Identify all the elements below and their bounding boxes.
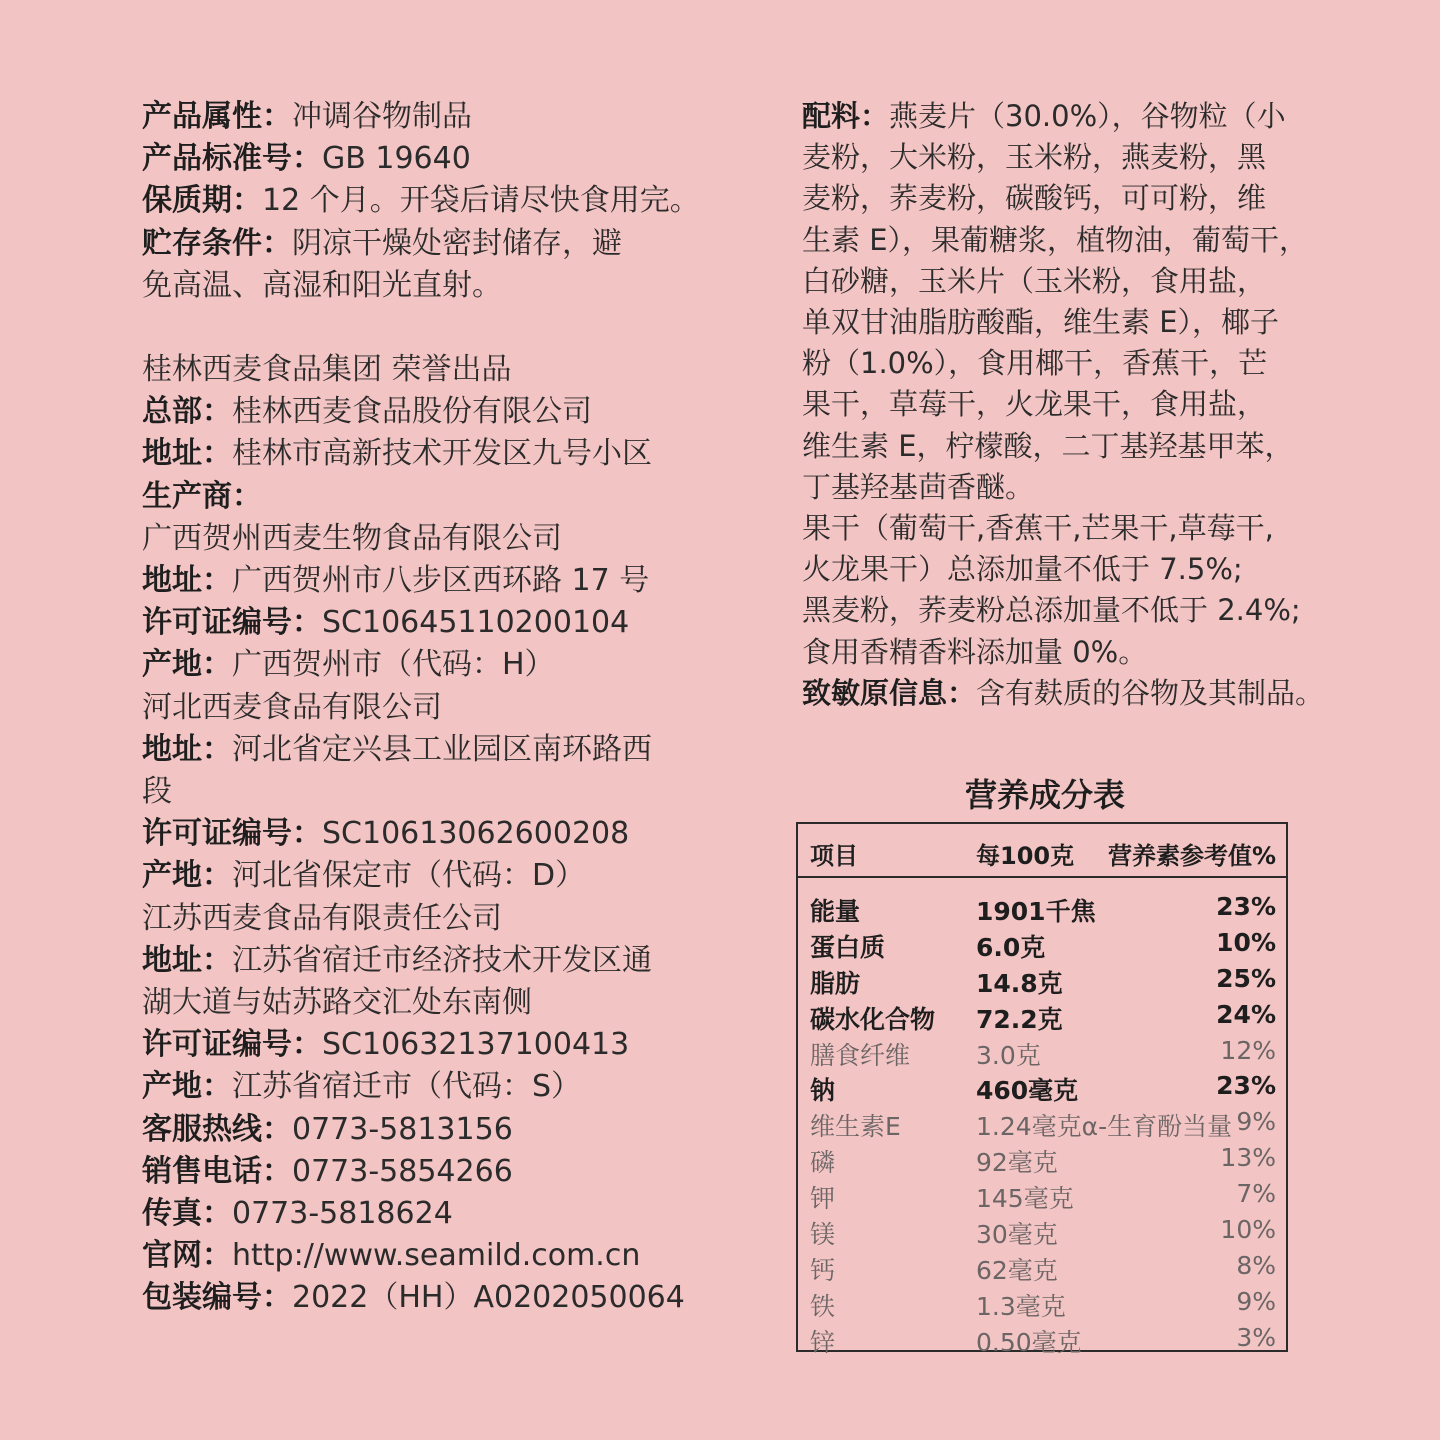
text-line — [142, 1024, 702, 1066]
text-line — [802, 632, 1302, 673]
nutrition-table-header — [798, 824, 1286, 878]
field-value: 免高温、高湿和阳光直射。 — [142, 267, 502, 303]
field-value: 广西贺州市（代码：H） — [232, 647, 555, 683]
field-value: 桂林市高新技术开发区九号小区 — [232, 436, 652, 472]
nutrient-nrv: 9% — [1236, 1286, 1276, 1316]
field-label: 地址： — [142, 563, 232, 599]
field-value: 2022（HH）A0202050064 — [292, 1280, 685, 1316]
text-line — [802, 137, 1302, 178]
text-line — [142, 1109, 702, 1151]
text-line — [802, 343, 1302, 384]
nutrient-amount: 1901千焦 — [976, 897, 1096, 926]
field-value: 湖大道与姑苏路交汇处东南侧 — [142, 985, 532, 1021]
text-line — [802, 261, 1302, 302]
text-line — [142, 898, 702, 940]
field-label: 生产商： — [142, 478, 262, 514]
nutrition-row — [798, 1247, 1286, 1283]
nutrient-nrv: 13% — [1220, 1143, 1276, 1173]
nutrient-nrv: 23% — [1216, 892, 1276, 921]
nutrient-amount: 30毫克 — [976, 1220, 1058, 1250]
nutrient-amount: 1.3毫克 — [976, 1291, 1066, 1321]
field-value: 河北省保定市（代码：D） — [232, 858, 586, 894]
text-line — [142, 729, 702, 771]
field-label: 产地： — [142, 1069, 232, 1105]
header-nrv: 营养素参考值% — [1107, 842, 1276, 870]
field-label: 产品属性： — [142, 99, 292, 134]
nutrient-nrv: 8% — [1236, 1250, 1276, 1280]
field-label: 客服热线： — [142, 1111, 292, 1147]
nutrition-row — [798, 1175, 1286, 1214]
text-line — [142, 349, 702, 391]
field-value: 段 — [142, 774, 172, 810]
nutrient-name: 碳水化合物 — [810, 1004, 936, 1034]
text-line — [142, 1235, 702, 1277]
nutrient-nrv: 10% — [1220, 1215, 1276, 1245]
nutrition-row — [798, 924, 1286, 960]
nutrient-amount: 72.2克 — [976, 1004, 1063, 1034]
nutrition-row — [798, 1283, 1286, 1319]
nutrient-amount: 460毫克 — [976, 1076, 1079, 1106]
text-line — [802, 384, 1302, 425]
text-line — [802, 467, 1302, 508]
nutrient-nrv: 9% — [1236, 1107, 1276, 1137]
text-line — [142, 433, 702, 475]
field-value: 江苏省宿迁市经济技术开发区通 — [232, 942, 652, 978]
field-value: SC10632137100413 — [322, 1027, 630, 1063]
nutrition-row — [798, 1103, 1286, 1142]
field-value: 食用香精香料添加量 0%。 — [802, 634, 1148, 669]
field-value: 单双甘油脂肪酸酯，维生素 E），椰子 — [802, 305, 1280, 340]
nutrient-name: 锌 — [810, 1327, 836, 1357]
field-value: 阴凉干燥处密封储存，避 — [292, 225, 622, 261]
nutrient-nrv: 25% — [1216, 963, 1276, 993]
field-value: 麦粉，荞麦粉，碳酸钙，可可粉，维 — [802, 181, 1267, 216]
text-line — [142, 602, 702, 644]
nutrient-name: 钠 — [810, 1076, 836, 1106]
field-value: 含有麸质的谷物及其制品。 — [976, 675, 1325, 710]
nutrient-nrv: 7% — [1236, 1179, 1276, 1209]
field-value: 维生素 E，柠檬酸，二丁基羟基甲苯， — [802, 428, 1294, 463]
field-value: 河北省定兴县工业园区南环路西 — [232, 731, 652, 767]
field-value: 白砂糖，玉米片（玉米粉，食用盐， — [802, 263, 1267, 298]
nutrient-nrv: 10% — [1216, 927, 1276, 957]
field-value: 黑麦粉，荞麦粉总添加量不低于 2.4%; — [802, 593, 1301, 628]
nutrition-row — [798, 1139, 1286, 1178]
field-value: 0773-5854266 — [292, 1153, 513, 1189]
nutrition-row — [798, 1067, 1286, 1106]
nutrient-nrv: 12% — [1220, 1035, 1276, 1065]
nutrient-name: 蛋白质 — [810, 932, 886, 962]
field-value: 果干，草莓干，火龙果干，食用盐， — [802, 387, 1267, 422]
text-line — [142, 644, 702, 686]
field-label: 许可证编号： — [142, 605, 322, 641]
field-label: 传真： — [142, 1196, 232, 1232]
field-label: 许可证编号： — [142, 816, 322, 852]
text-line — [802, 96, 1302, 137]
text-line — [802, 178, 1302, 219]
text-line — [142, 138, 702, 180]
text-line — [802, 220, 1309, 261]
field-label: 产地： — [142, 647, 232, 683]
text-line — [142, 518, 702, 560]
field-label: 贮存条件： — [142, 225, 292, 261]
nutrient-name: 钾 — [810, 1184, 836, 1214]
text-line — [142, 560, 702, 602]
field-label: 地址： — [142, 942, 232, 978]
nutrient-amount: 3.0克 — [976, 1040, 1041, 1070]
text-line — [802, 426, 1302, 467]
nutrient-amount: 14.8克 — [976, 968, 1063, 998]
field-label: 产品标准号： — [142, 141, 322, 177]
field-value: 12 个月。开袋后请尽快食用完。 — [262, 183, 700, 219]
field-label: 配料： — [802, 99, 890, 133]
text-line — [142, 223, 702, 265]
text-line — [142, 96, 702, 138]
text-line — [142, 940, 702, 982]
field-value: 江苏西麦食品有限责任公司 — [142, 900, 502, 936]
field-label: 包装编号： — [142, 1280, 292, 1316]
nutrition-table-body — [798, 878, 1286, 1355]
text-line — [142, 687, 702, 729]
product-info-column — [142, 96, 702, 1320]
text-line — [142, 1277, 702, 1319]
field-value: 粉（1.0%），食用椰干，香蕉干，芒 — [802, 346, 1268, 381]
text-line — [802, 590, 1302, 631]
nutrient-amount: 145毫克 — [976, 1184, 1074, 1214]
nutrition-table — [796, 822, 1288, 1357]
field-label: 总部： — [142, 394, 232, 430]
nutrient-name: 钙 — [810, 1255, 836, 1285]
nutrition-row — [798, 1032, 1286, 1068]
ingredients-column — [802, 96, 1325, 714]
field-value: 广西贺州市八步区西环路 17 号 — [232, 563, 650, 599]
field-value: 燕麦片（30.0%），谷物粒（小 — [889, 99, 1286, 133]
nutrient-nrv: 24% — [1216, 999, 1276, 1029]
field-value: 桂林西麦食品集团 荣誉出品 — [142, 352, 512, 388]
field-value: 0773-5813156 — [292, 1111, 513, 1147]
nutrient-amount: 6.0克 — [976, 932, 1046, 962]
nutrient-name: 膳食纤维 — [810, 1040, 911, 1070]
nutrient-amount: 92毫克 — [976, 1148, 1058, 1178]
field-value: 江苏省宿迁市（代码：S） — [232, 1069, 582, 1105]
nutrition-row — [798, 960, 1286, 996]
nutrient-amount: 0.50毫克 — [976, 1327, 1082, 1357]
nutrient-name: 能量 — [810, 897, 861, 926]
nutrition-row — [798, 1319, 1286, 1355]
text-line — [802, 302, 1302, 343]
text-line — [142, 982, 702, 1024]
field-value: http://www.seamild.com.cn — [232, 1238, 641, 1274]
field-label: 致敏原信息： — [802, 675, 977, 710]
spacer — [142, 307, 702, 349]
field-value: 生素 E），果葡糖浆，植物油，葡萄干， — [802, 222, 1309, 257]
field-value: 桂林西麦食品股份有限公司 — [232, 394, 592, 430]
text-line — [142, 476, 702, 518]
field-value: 0773-5818624 — [232, 1196, 453, 1232]
field-value: 果干（葡萄干,香蕉干,芒果干,草莓干, — [802, 511, 1274, 546]
text-line — [802, 673, 1325, 714]
field-value: GB 19640 — [322, 141, 471, 177]
field-label: 地址： — [142, 436, 232, 472]
field-value: 麦粉，大米粉，玉米粉，燕麦粉，黑 — [802, 140, 1267, 175]
field-value: SC10613062600208 — [322, 816, 630, 852]
field-label: 地址： — [142, 731, 232, 767]
text-line — [142, 813, 702, 855]
header-per-100g: 每100克 — [976, 842, 1075, 870]
nutrient-name: 铁 — [810, 1291, 836, 1321]
field-value: SC10645110200104 — [322, 605, 630, 641]
text-line — [142, 1151, 702, 1193]
text-line — [142, 1066, 702, 1108]
nutrient-name: 镁 — [810, 1220, 836, 1250]
nutrition-row — [798, 888, 1286, 924]
field-value: 广西贺州西麦生物食品有限公司 — [142, 520, 562, 556]
text-line — [142, 855, 702, 897]
field-value: 冲调谷物制品 — [292, 99, 472, 134]
field-label: 官网： — [142, 1238, 232, 1274]
field-label: 产地： — [142, 858, 232, 894]
text-line — [142, 391, 702, 433]
nutrient-name: 脂肪 — [810, 968, 861, 998]
text-line — [802, 508, 1302, 549]
text-line — [142, 265, 702, 307]
nutrient-nrv: 23% — [1216, 1071, 1276, 1101]
nutrient-amount: 62毫克 — [976, 1255, 1058, 1285]
field-label: 销售电话： — [142, 1153, 292, 1189]
text-line — [142, 771, 702, 813]
header-item: 项目 — [810, 842, 858, 870]
nutrient-name: 磷 — [810, 1148, 836, 1178]
nutrition-row — [798, 1211, 1286, 1250]
nutrition-table-title: 营养成分表 — [964, 776, 1125, 814]
field-label: 保质期： — [142, 183, 262, 219]
nutrient-amount: 1.24毫克α-生育酚当量 — [976, 1112, 1233, 1142]
nutrition-row — [798, 996, 1286, 1032]
field-value: 丁基羟基茴香醚。 — [802, 469, 1035, 504]
field-label: 许可证编号： — [142, 1027, 322, 1063]
nutrient-name: 维生素E — [810, 1112, 901, 1142]
field-value: 河北西麦食品有限公司 — [142, 689, 442, 725]
nutrient-nrv: 3% — [1236, 1322, 1276, 1352]
field-value: 火龙果干）总添加量不低于 7.5%; — [802, 552, 1243, 587]
text-line — [142, 1193, 702, 1235]
text-line — [802, 549, 1302, 590]
text-line — [142, 180, 702, 222]
